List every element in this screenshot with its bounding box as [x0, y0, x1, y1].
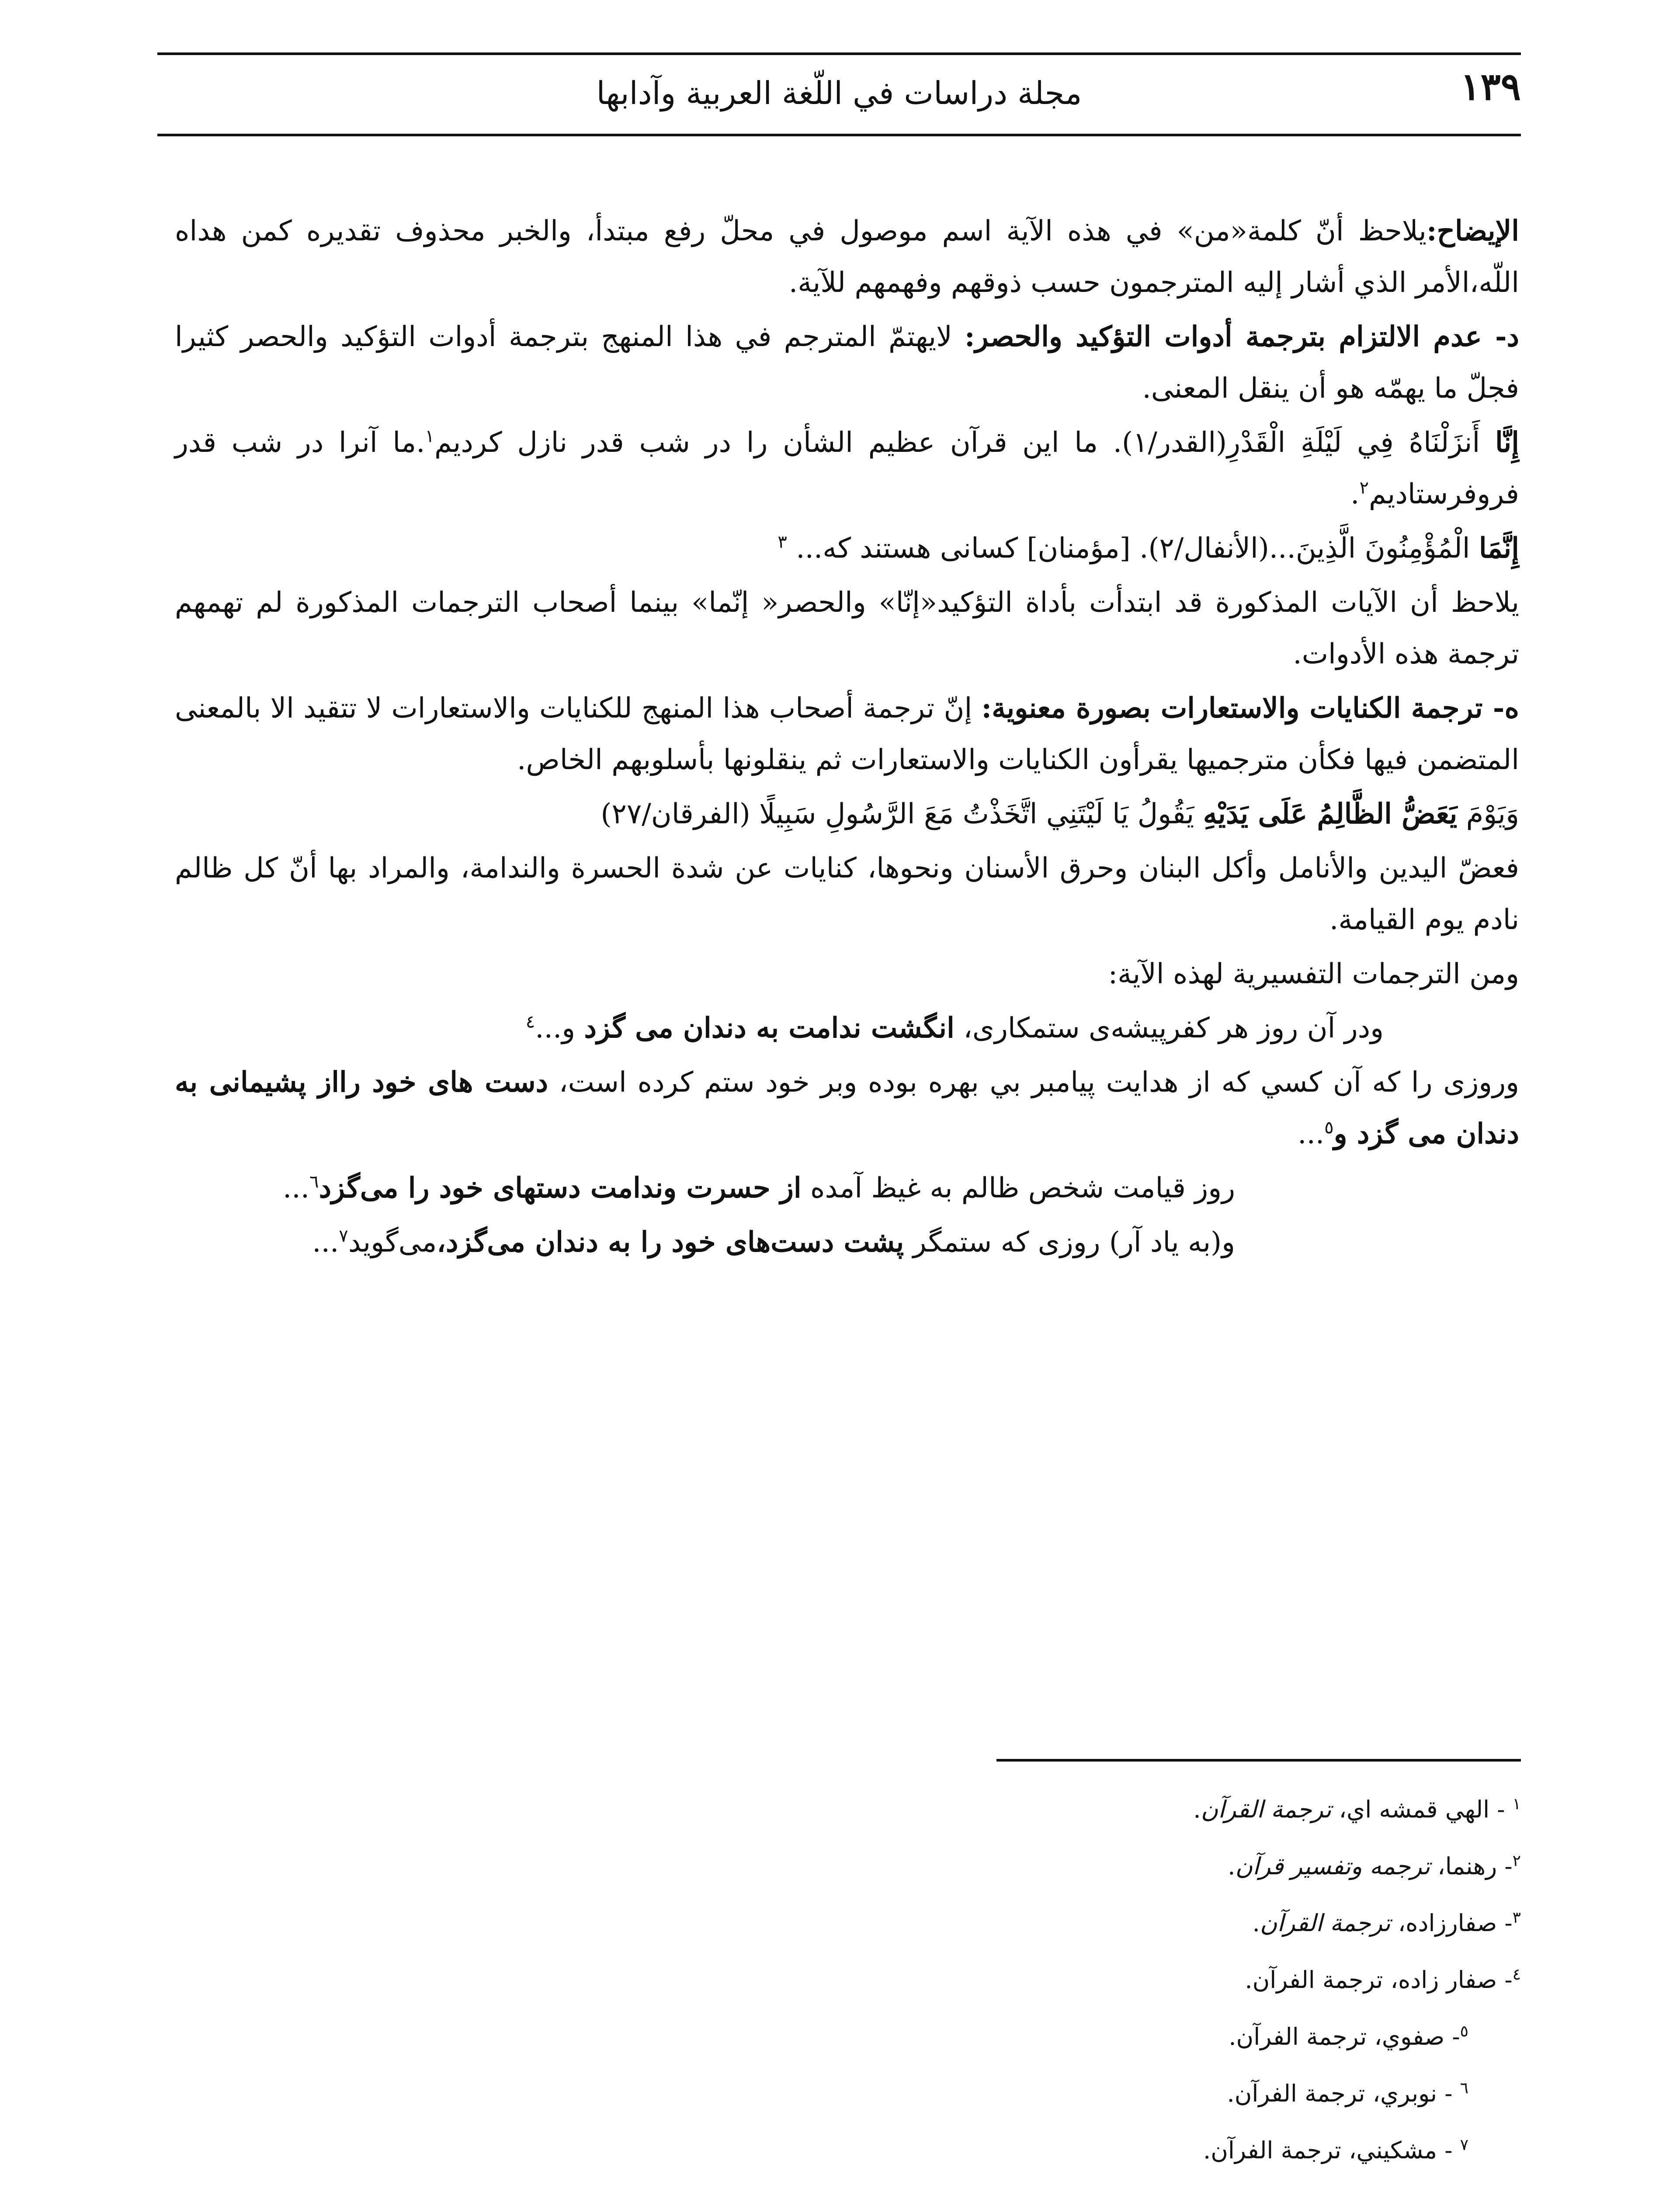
translation-emphasis: از حسرت وندامت دستهاى خود را مى‌گزد [319, 1172, 802, 1204]
translation-emphasis: انگشت ندامت به دندان مى گزد [584, 1012, 955, 1044]
translation-example-4 [175, 1217, 1519, 1268]
paragraph-text: و... [535, 1012, 584, 1044]
footnotes [996, 1783, 1521, 2181]
quran-emphasis-inna: إِنَّا [1495, 426, 1520, 459]
translation-example-3 [175, 1162, 1519, 1214]
footnote-separator [996, 1759, 1521, 1762]
paragraph-observation [175, 577, 1519, 680]
paragraph-text: وَيَوْمَ [1457, 798, 1519, 830]
paragraph-text: . [1350, 478, 1360, 510]
paragraph-text: .ما آنرا در شب قدر فروفرستادیم [175, 427, 1519, 510]
footnote-number: ١ [1512, 1795, 1521, 1813]
footnote-ref-2[interactable]: ٢ [1359, 478, 1369, 498]
section-heading-d: د- عدم الالتزام بترجمة أدوات التؤكيد والحصر: [965, 320, 1520, 353]
translation-example-1 [175, 1002, 1519, 1054]
footnote-title: ترجمه وتفسير قرآن [1235, 1852, 1430, 1880]
footnote-6 [996, 2067, 1521, 2120]
paragraph-text: روز قيامت شخص ظالم به غيظ آمده [801, 1172, 1235, 1204]
quran-emphasis-phrase: يَعَضُّ الظَّالِمُ عَلَى يَدَيْهِ [1203, 798, 1458, 830]
footnote-text: - الهي قمشه اي، [1331, 1796, 1513, 1823]
journal-title: مجلة دراسات في اللّغة العربية وآدابها [596, 75, 1082, 111]
paragraph-quran-furqan [175, 788, 1519, 840]
footnote-text: - صفار زاده، ترجمة الفرآن. [1245, 1966, 1513, 1994]
footnote-ref-7[interactable]: ٧ [339, 1226, 348, 1246]
page-number: ١٣٩ [1460, 65, 1521, 109]
translation-emphasis: دست هاى خود رااز پشيمانى به دندان مى گزد و [175, 1066, 1519, 1150]
term-clarification: الإيضاح: [1426, 215, 1519, 247]
footnote-number: ٦ [1460, 2079, 1468, 2097]
paragraph-text: وروزى را كه آن كسي كه از هدايت پيامبر بي بهره بوده وبر خود ستم كرده است، [548, 1066, 1520, 1099]
footnote-text: - مشكيني، ترجمة الفرآن. [1203, 2136, 1460, 2164]
footnote-ref-3[interactable]: ٣ [778, 532, 787, 552]
paragraph-text: إنّ ترجمة أصحاب هذا المنهج للكنايات والاستعارات لا تتقيد الا بالمعنى المتضمن فيها فكأن مترجميها يقرأون الكنايات والاستعارات ثم ينقلونها بأسلوبهم الخاص. [175, 692, 1519, 776]
paragraph-text: و(به ياد آر) روزى كه ستمگر [904, 1226, 1235, 1259]
footnote-end: . [1252, 1909, 1260, 1937]
footnote-ref-4[interactable]: ٤ [525, 1012, 535, 1032]
footnote-7 [996, 2124, 1521, 2177]
paragraph-text: ودر آن روز هر كفرپيشه‌ى ستمكارى، [954, 1012, 1384, 1044]
paragraph-intro-translations [175, 948, 1519, 1000]
paragraph-clarification [175, 205, 1519, 309]
paragraph-text: أَنزَلْنَاهُ فِي لَيْلَةِ الْقَدْرِ(القدر/١). ما اين قرآن عظيم الشأن را در شب قدر نازل كرديم [434, 427, 1495, 459]
paragraph-text: يَقُولُ يَا لَيْتَنِي اتَّخَذْتُ مَعَ الرَّسُولِ سَبِيلًا (الفرقان/٢٧) [600, 798, 1203, 830]
footnote-end: . [1193, 1796, 1201, 1823]
footnote-number: ٤ [1512, 1966, 1521, 1984]
paragraph-text: ... [283, 1172, 310, 1204]
paragraph-text: مى‌گويد [348, 1226, 437, 1259]
section-heading-h: ه- ترجمة الكنايات والاستعارات بصورة معنوية: [981, 692, 1520, 725]
paragraph-section-d [175, 311, 1519, 414]
footnote-5 [996, 2010, 1521, 2064]
paragraph-text: يلاحظ أن الآيات المذكورة قد ابتدأت بأداة التؤكيد«إنّا» والحصر« إنّما» بينما أصحاب الترجمات المذكورة لم تهمهم ترجمة هذه الأدوات. [175, 586, 1520, 670]
footnote-title: ترجمة القرآن [1260, 1909, 1391, 1937]
running-header [157, 52, 1521, 136]
footnote-3 [996, 1897, 1521, 1950]
footnote-number: ٣ [1512, 1909, 1521, 1927]
footnote-text: - صفوي، ترجمة الفرآن. [1229, 2023, 1460, 2050]
paragraph-quran-anfal [175, 523, 1519, 574]
paragraph-section-h [175, 683, 1519, 786]
quran-emphasis-innama: إِنَّمَا [1479, 532, 1519, 565]
footnote-number: ٧ [1460, 2136, 1468, 2154]
translation-emphasis: پشت دست‌هاى خود را به دندان مى‌گزد، [437, 1226, 904, 1259]
footnote-1 [996, 1783, 1521, 1836]
footnote-ref-5[interactable]: ٥ [1324, 1117, 1334, 1138]
paragraph-text: يلاحظ أنّ كلمة«من» في هذه الآية اسم موصول في محلّ رفع مبتدأ، والخبر محذوف تقديره كمن هداه اللّه،الأمر الذي أشار إليه المترجمون حسب ذوقهم وفهمهم للآية. [175, 215, 1519, 299]
footnote-text: - صفارزاده، [1390, 1909, 1513, 1937]
footnote-2 [996, 1840, 1521, 1893]
footnote-4 [996, 1953, 1521, 2007]
footnote-title: ترجمة القرآن [1201, 1796, 1332, 1823]
paragraph-text: ... [1298, 1118, 1325, 1150]
footnote-end: . [1228, 1852, 1236, 1880]
translation-example-2 [175, 1057, 1519, 1160]
footnote-ref-6[interactable]: ٦ [309, 1172, 319, 1192]
article-body [175, 205, 1519, 1271]
paragraph-explanation [175, 843, 1519, 946]
footnote-ref-1[interactable]: ١ [425, 426, 434, 447]
paragraph-quran-qadr [175, 417, 1519, 520]
paragraph-text: فعضّ اليدين والأنامل وأكل البنان وحرق الأسنان ونحوها، كنايات عن شدة الحسرة والندامة، والمراد بها أنّ كل ظالم نادم يوم القيامة. [175, 852, 1519, 936]
footnote-number: ٥ [1460, 2022, 1468, 2040]
paragraph-text: ... [312, 1226, 339, 1259]
paragraph-text: لايهتمّ المترجم في هذا المنهج بترجمة أدوات التؤكيد والحصر كثيرا فجلّ ما يهمّه هو أن ينقل المعنى. [175, 321, 1519, 405]
paragraph-text: الْمُؤْمِنُونَ الَّذِينَ...(الأنفال/٢). [مؤمنان] كسانى هستند كه... [787, 532, 1479, 565]
footnote-text: - رهنما، [1430, 1852, 1513, 1880]
footnote-text: - نوبري، ترجمة الفرآن. [1227, 2080, 1460, 2107]
footnote-number: ٢ [1512, 1852, 1521, 1870]
paragraph-text: ومن الترجمات التفسيرية لهذه الآية: [1108, 958, 1519, 990]
